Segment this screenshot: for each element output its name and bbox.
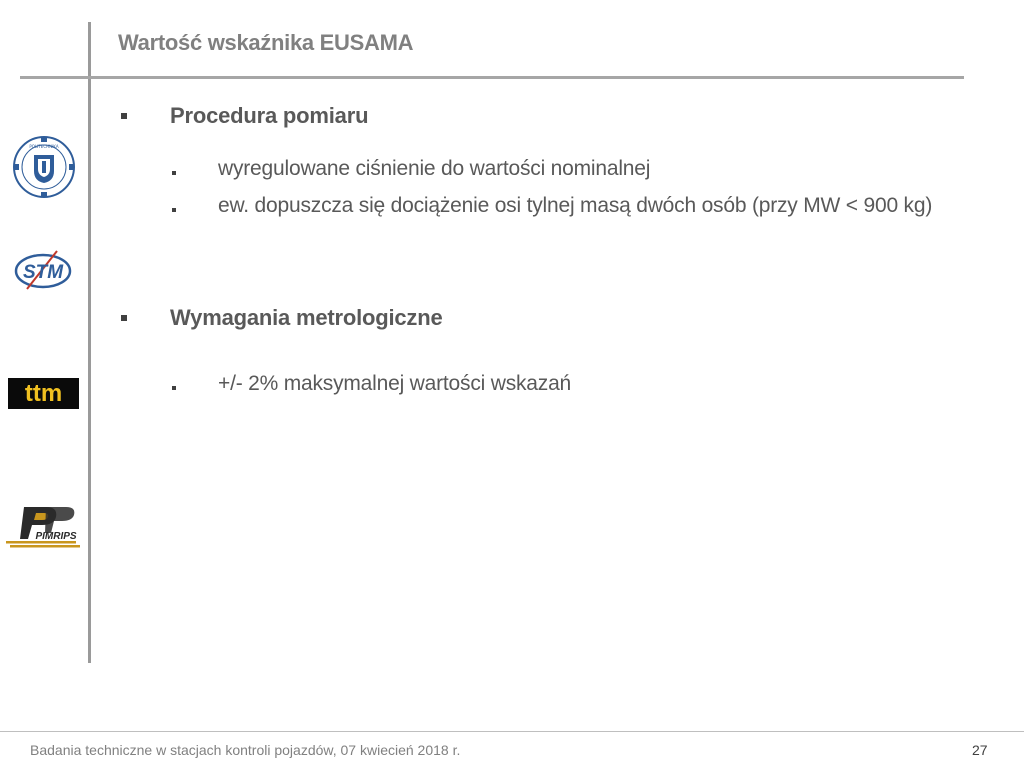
list-item: +/- 2% maksymalnej wartości wskazań [218,372,572,395]
ttm-logo-text: ttm [24,380,63,407]
stm-logo-text: STM [22,262,64,283]
ttm-logo [8,378,79,409]
sub-bullet-icon [172,171,176,175]
pimrips-logo-text: PIMRIPS [35,531,77,542]
page-number: 27 [972,742,988,758]
footer-text: Badania techniczne w stacjach kontroli pojazdów, 07 kwiecień 2018 r. [30,742,461,758]
pimrips-logo [6,503,84,551]
sub-bullet-icon [172,208,176,212]
footer-divider [0,731,1024,732]
vertical-rule [88,22,91,663]
list-item: ew. dopuszcza się dociążenie osi tylnej masą dwóch osób (przy MW < 900 kg) [218,194,933,217]
title-underline [20,76,964,79]
list-item: wyregulowane ciśnienie do wartości nominalnej [218,157,651,180]
stm-logo [13,247,73,293]
sub-bullet-icon [172,386,176,390]
bullet-icon [121,113,127,119]
slide-title: Wartość wskaźnika EUSAMA [118,30,414,55]
svg-text:POLITECHNIKA: POLITECHNIKA [29,144,59,149]
section-heading: Wymagania metrologiczne [170,305,443,330]
university-logo [12,135,76,199]
bullet-icon [121,315,127,321]
section-heading: Procedura pomiaru [170,103,369,128]
